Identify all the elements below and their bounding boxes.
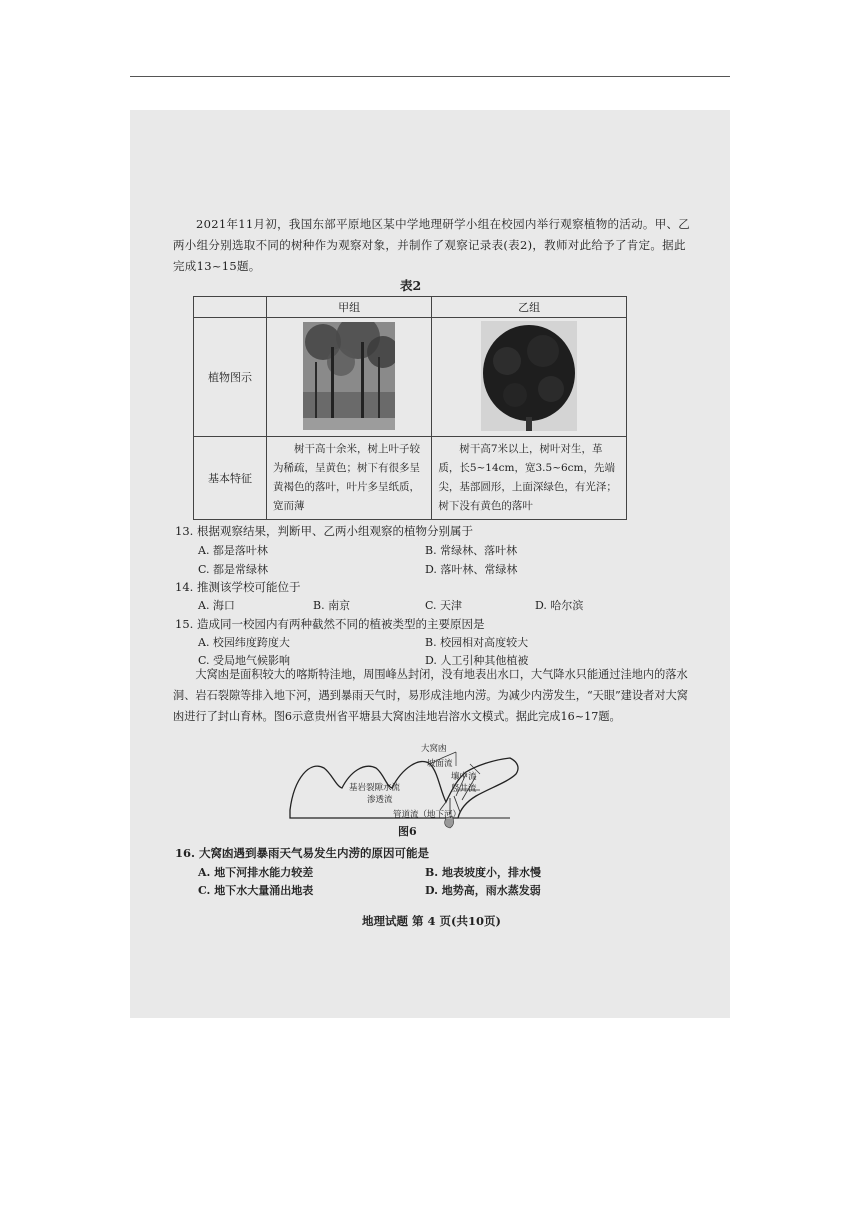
- photo-cell-a: [267, 318, 432, 437]
- q13-option-a: A. 都是落叶林: [198, 544, 268, 557]
- label-shaft-flow: 竖井流: [451, 784, 477, 794]
- q15-option-c: C. 受局地气候影响: [198, 654, 291, 667]
- q14-option-b: B. 南京: [313, 599, 351, 612]
- deciduous-tree-photo: [303, 322, 395, 430]
- feature-b: 树干高7米以上，树叶对生，革质，长5~14cm，宽3.5~6cm，先端尖，基部圆形，上面深绿色，有光泽；树下没有黄色的落叶: [432, 437, 627, 520]
- intro-paragraph: 2021年11月初，我国东部平原地区某中学地理研学小组在校园内举行观察植物的活动。甲、乙两小组分别选取不同的树种作为观察对象，并制作了观察记录表(表2)，教师对此给予了肯定。据此完成13~15题。: [173, 217, 691, 273]
- q15-option-b: B. 校园相对高度较大: [425, 636, 529, 649]
- table-corner: [194, 297, 267, 318]
- evergreen-tree-photo: [481, 321, 577, 431]
- label-dawodang: 大窝凼: [421, 744, 447, 754]
- row-label-image: 植物图示: [194, 318, 267, 437]
- observation-table: [193, 296, 627, 520]
- q13-option-d: D. 落叶林、常绿林: [425, 563, 518, 576]
- label-interflow: 壤中流: [451, 772, 477, 782]
- table-caption: 表2: [400, 278, 422, 293]
- col-header-b: 乙组: [432, 297, 627, 318]
- q15-option-a: A. 校园纬度跨度大: [198, 636, 290, 649]
- q13-option-b: B. 常绿林、落叶林: [425, 544, 518, 557]
- q16-option-a: A. 地下河排水能力较差: [198, 866, 314, 879]
- label-seepage-flow: 渗透流: [367, 795, 393, 805]
- exam-page: [130, 110, 730, 1018]
- q16-option-b: B. 地表坡度小，排水慢: [425, 866, 541, 879]
- feature-a: 树干高十余米，树上叶子较为稀疏，呈黄色；树下有很多呈黄褐色的落叶，叶片多呈纸质，宽而薄: [267, 437, 432, 520]
- label-pipe-flow: 管道流（地下河）: [393, 810, 462, 820]
- question-14: 14. 推测该学校可能位于: [175, 580, 301, 594]
- page-footer: 地理试题 第 4 页(共10页): [362, 914, 501, 928]
- q14-option-d: D. 哈尔滨: [535, 599, 584, 612]
- q16-option-c: C. 地下水大量涌出地表: [198, 884, 314, 897]
- label-fissure-flow: 基岩裂隙水流: [349, 783, 401, 793]
- q15-option-d: D. 人工引种其他植被: [425, 654, 529, 667]
- q13-option-c: C. 都是常绿林: [198, 563, 269, 576]
- col-header-a: 甲组: [267, 297, 432, 318]
- karst-paragraph: 大窝凼是面积较大的喀斯特洼地，周围峰丛封闭，没有地表出水口，大气降水只能通过洼地内的落水洞、岩石裂隙等排入地下河，遇到暴雨天气时，易形成洼地内涝。为减少内涝发生，“天眼”建设者对大窝凼进行了封山育林。图6示意贵州省平塘县大窝凼洼地岩溶水文模式。据此完成16~17题。: [173, 668, 688, 723]
- figure-caption: 图6: [398, 825, 417, 838]
- question-15: 15. 造成同一校园内有两种截然不同的植被类型的主要原因是: [175, 617, 485, 631]
- label-slope-flow: 坡面流: [427, 759, 453, 769]
- row-label-feature: 基本特征: [194, 437, 267, 520]
- q14-option-a: A. 海口: [198, 599, 235, 612]
- q14-option-c: C. 天津: [425, 599, 463, 612]
- question-16: 16. 大窝凼遇到暴雨天气易发生内涝的原因可能是: [175, 846, 430, 860]
- top-rule: [130, 76, 730, 77]
- photo-cell-b: [432, 318, 627, 437]
- q16-option-d: D. 地势高，雨水蒸发弱: [425, 884, 541, 897]
- question-13: 13. 根据观察结果，判断甲、乙两小组观察的植物分别属于: [175, 524, 473, 538]
